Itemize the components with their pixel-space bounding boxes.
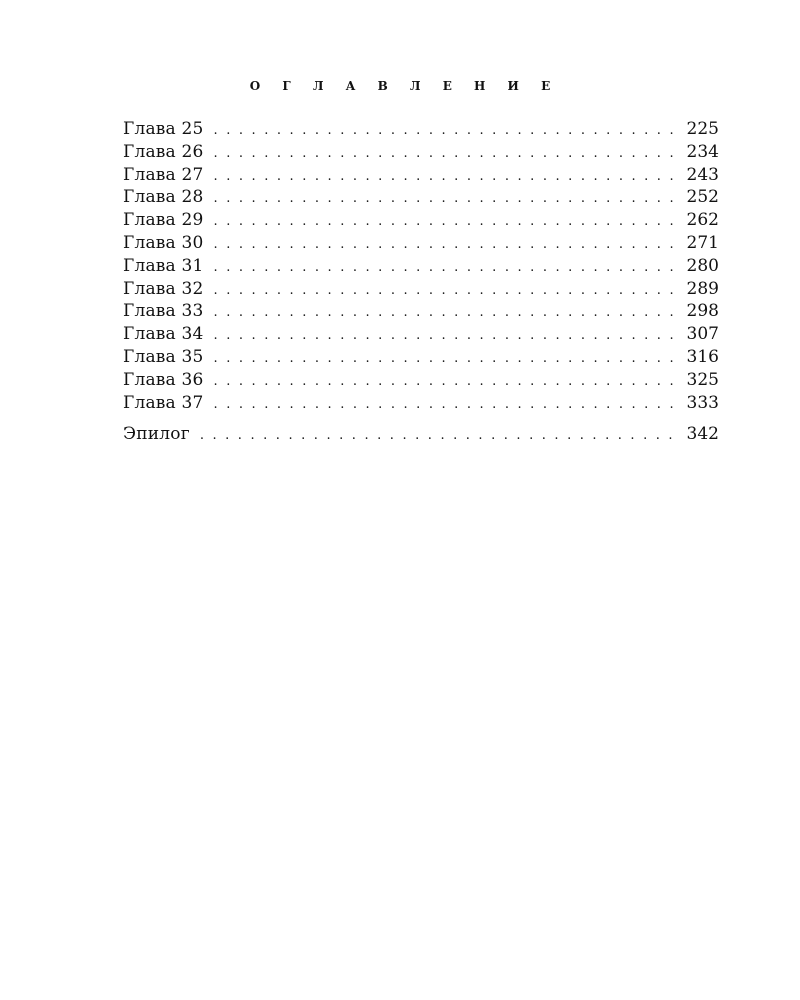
- toc-entry-leader-dots: [214, 325, 677, 348]
- toc-entry-page-number: 252: [686, 187, 719, 208]
- toc-entry-page-number: 342: [686, 424, 719, 445]
- toc-entry-page-number: 271: [686, 232, 719, 253]
- toc-entry-page-number: 325: [686, 369, 719, 390]
- toc-entry[interactable]: [123, 369, 719, 392]
- toc-entry-leader-dots: [214, 120, 677, 143]
- toc-entry-label: Глава 35: [123, 346, 204, 367]
- toc-entry-label: Глава 32: [123, 278, 204, 299]
- toc-entry-page-number: 307: [686, 324, 719, 345]
- toc-entry-page-number: 243: [686, 164, 719, 185]
- toc-entry-leader-dots: [214, 166, 677, 189]
- toc-title: О Г Л А В Л Е Н И Е: [249, 79, 560, 93]
- toc-entry-page-number: 316: [686, 346, 719, 367]
- toc-entry[interactable]: [123, 141, 719, 164]
- toc-entry[interactable]: [123, 209, 719, 232]
- toc-entry-label: Глава 29: [123, 210, 204, 231]
- toc-entry-label: Глава 31: [123, 255, 204, 276]
- toc-entry-page-number: 234: [686, 141, 719, 162]
- toc-entry[interactable]: [123, 164, 719, 187]
- toc-entry-label: Глава 37: [123, 392, 204, 413]
- toc-entry[interactable]: [123, 186, 719, 209]
- toc-entry-label: Эпилог: [123, 424, 190, 445]
- toc-entry-label: Глава 36: [123, 369, 204, 390]
- toc-entry-leader-dots: [214, 348, 677, 371]
- toc-entry[interactable]: [123, 300, 719, 323]
- toc-entry-label: Глава 30: [123, 232, 204, 253]
- toc-entry-page-number: 225: [686, 119, 719, 139]
- toc-entry-page-number: 289: [686, 278, 719, 299]
- toc-entry-leader-dots: [200, 425, 677, 448]
- toc-entry-leader-dots: [214, 211, 677, 234]
- toc-entry-leader-dots: [214, 371, 677, 394]
- toc-entry-leader-dots: [214, 234, 677, 257]
- toc-entry-leader-dots: [214, 302, 677, 325]
- toc-entry[interactable]: [123, 255, 719, 278]
- toc-entry-page-number: 333: [686, 392, 719, 413]
- toc-entry[interactable]: [123, 323, 719, 346]
- toc-entry[interactable]: [123, 392, 719, 415]
- toc-entry-label: Глава 27: [123, 164, 204, 185]
- toc-entry[interactable]: [123, 346, 719, 369]
- toc-entry-label: Глава 33: [123, 301, 204, 322]
- toc-entry-leader-dots: [214, 394, 677, 417]
- toc-entry-label: Глава 34: [123, 324, 204, 345]
- toc-entry[interactable]: [123, 278, 719, 301]
- toc-entry-page-number: 262: [686, 210, 719, 231]
- toc-entry-page-number: 280: [686, 255, 719, 276]
- toc-entry-epilogue[interactable]: [123, 423, 719, 446]
- toc-entry-leader-dots: [214, 280, 677, 303]
- toc-entry[interactable]: [123, 118, 719, 141]
- toc-entry-label: Глава 25: [123, 119, 204, 139]
- toc-entry-page-number: 298: [686, 301, 719, 322]
- toc-entry-leader-dots: [214, 257, 677, 280]
- toc-entry[interactable]: [123, 232, 719, 255]
- toc-list: [123, 118, 719, 446]
- toc-entry-label: Глава 28: [123, 187, 204, 208]
- toc-entry-label: Глава 26: [123, 141, 204, 162]
- toc-entry-leader-dots: [214, 143, 677, 166]
- toc-entry-leader-dots: [214, 188, 677, 211]
